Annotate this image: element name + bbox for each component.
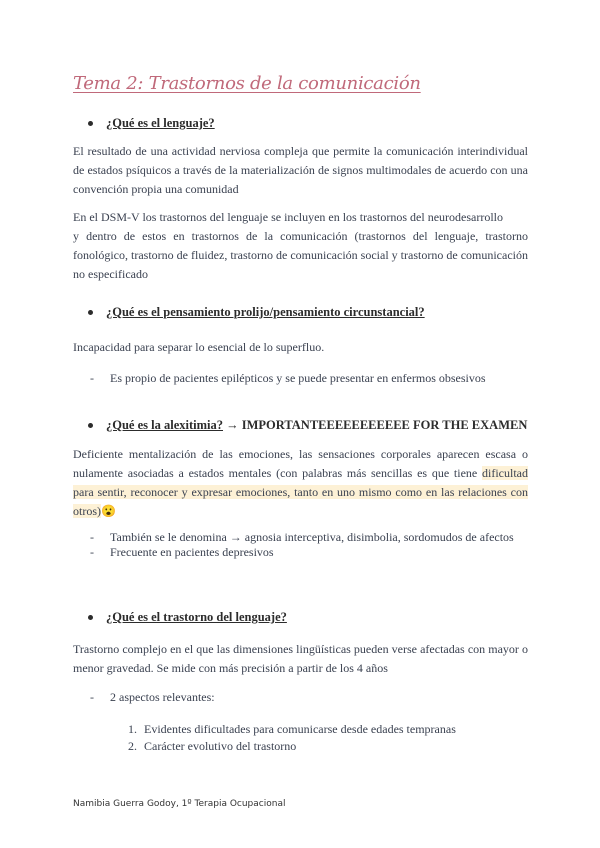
- numbered-item: 2. Carácter evolutivo del trastorno: [128, 739, 297, 753]
- section-heading-trastorno: ¿Qué es el trastorno del lenguaje?: [88, 610, 287, 625]
- paragraph-lenguaje-def: El resultado de una actividad nerviosa compleja que permite la comunicación interindividual de estados psíquicos a través de la materialización de signos multimodales de acuerdo con una convención propia una comunidad: [73, 144, 528, 196]
- paragraph-dsm-first: En el DSM-V los trastornos del lenguaje se incluyen en los trastornos del neurodesarrollo: [73, 210, 504, 224]
- section-heading-lenguaje: ¿Qué es el lenguaje?: [88, 116, 215, 131]
- bullet-icon: [88, 310, 93, 315]
- bullet-icon: [88, 121, 93, 126]
- list-item: - También se le denomina → agnosia interceptiva, disimbolia, sordomudos de afectos: [90, 530, 514, 544]
- highlighted-text: dificultad para sentir, reconocer y expresar emociones, tanto en uno mismo como en las relaciones con otros): [73, 466, 528, 518]
- paragraph-trastorno: Trastorno complejo en el que las dimensiones lingüísticas pueden verse afectadas con mayor o menor gravedad. Se mide con más precisión a partir de los 4 años: [73, 642, 528, 675]
- page-title: Tema 2: Trastornos de la comunicación: [73, 73, 421, 94]
- section-heading-pensamiento: ¿Qué es el pensamiento prolijo/pensamiento circunstancial?: [88, 305, 425, 320]
- bullet-icon: [88, 423, 93, 428]
- section-heading-alexitimia: ¿Qué es la alexitimia? → IMPORTANTEEEEEEEEEEE FOR THE EXAMEN: [88, 418, 527, 433]
- list-item: - Es propio de pacientes epilépticos y se puede presentar en enfermos obsesivos: [90, 371, 486, 385]
- list-item: - 2 aspectos relevantes:: [90, 690, 215, 704]
- list-item: - Frecuente en pacientes depresivos: [90, 545, 274, 559]
- page-footer: Namibia Guerra Godoy, 1º Terapia Ocupacional: [73, 799, 286, 809]
- paragraph-dsm-rest: y dentro de estos en trastornos de la comunicación (trastornos del lenguaje, trastorno fonológico, trastorno de fluidez, trastorno de comunicación social y trastorno de comunicación no especificado: [73, 229, 528, 281]
- numbered-item: 1. Evidentes dificultades para comunicarse desde edades tempranas: [128, 722, 456, 736]
- bullet-icon: [88, 615, 93, 620]
- surprised-face-emoji-icon: 😮: [101, 504, 116, 518]
- paragraph-alexitimia: Deficiente mentalización de las emociones, las sensaciones corporales aparecen escasa o nulamente asociadas a estados mentales (con palabras más sencillas es que tiene dificultad para sentir, reconocer y expresar emociones, tanto en uno mismo como en las relaciones con otros)😮: [73, 447, 528, 518]
- paragraph-pensamiento: Incapacidad para separar lo esencial de lo superfluo.: [73, 340, 325, 354]
